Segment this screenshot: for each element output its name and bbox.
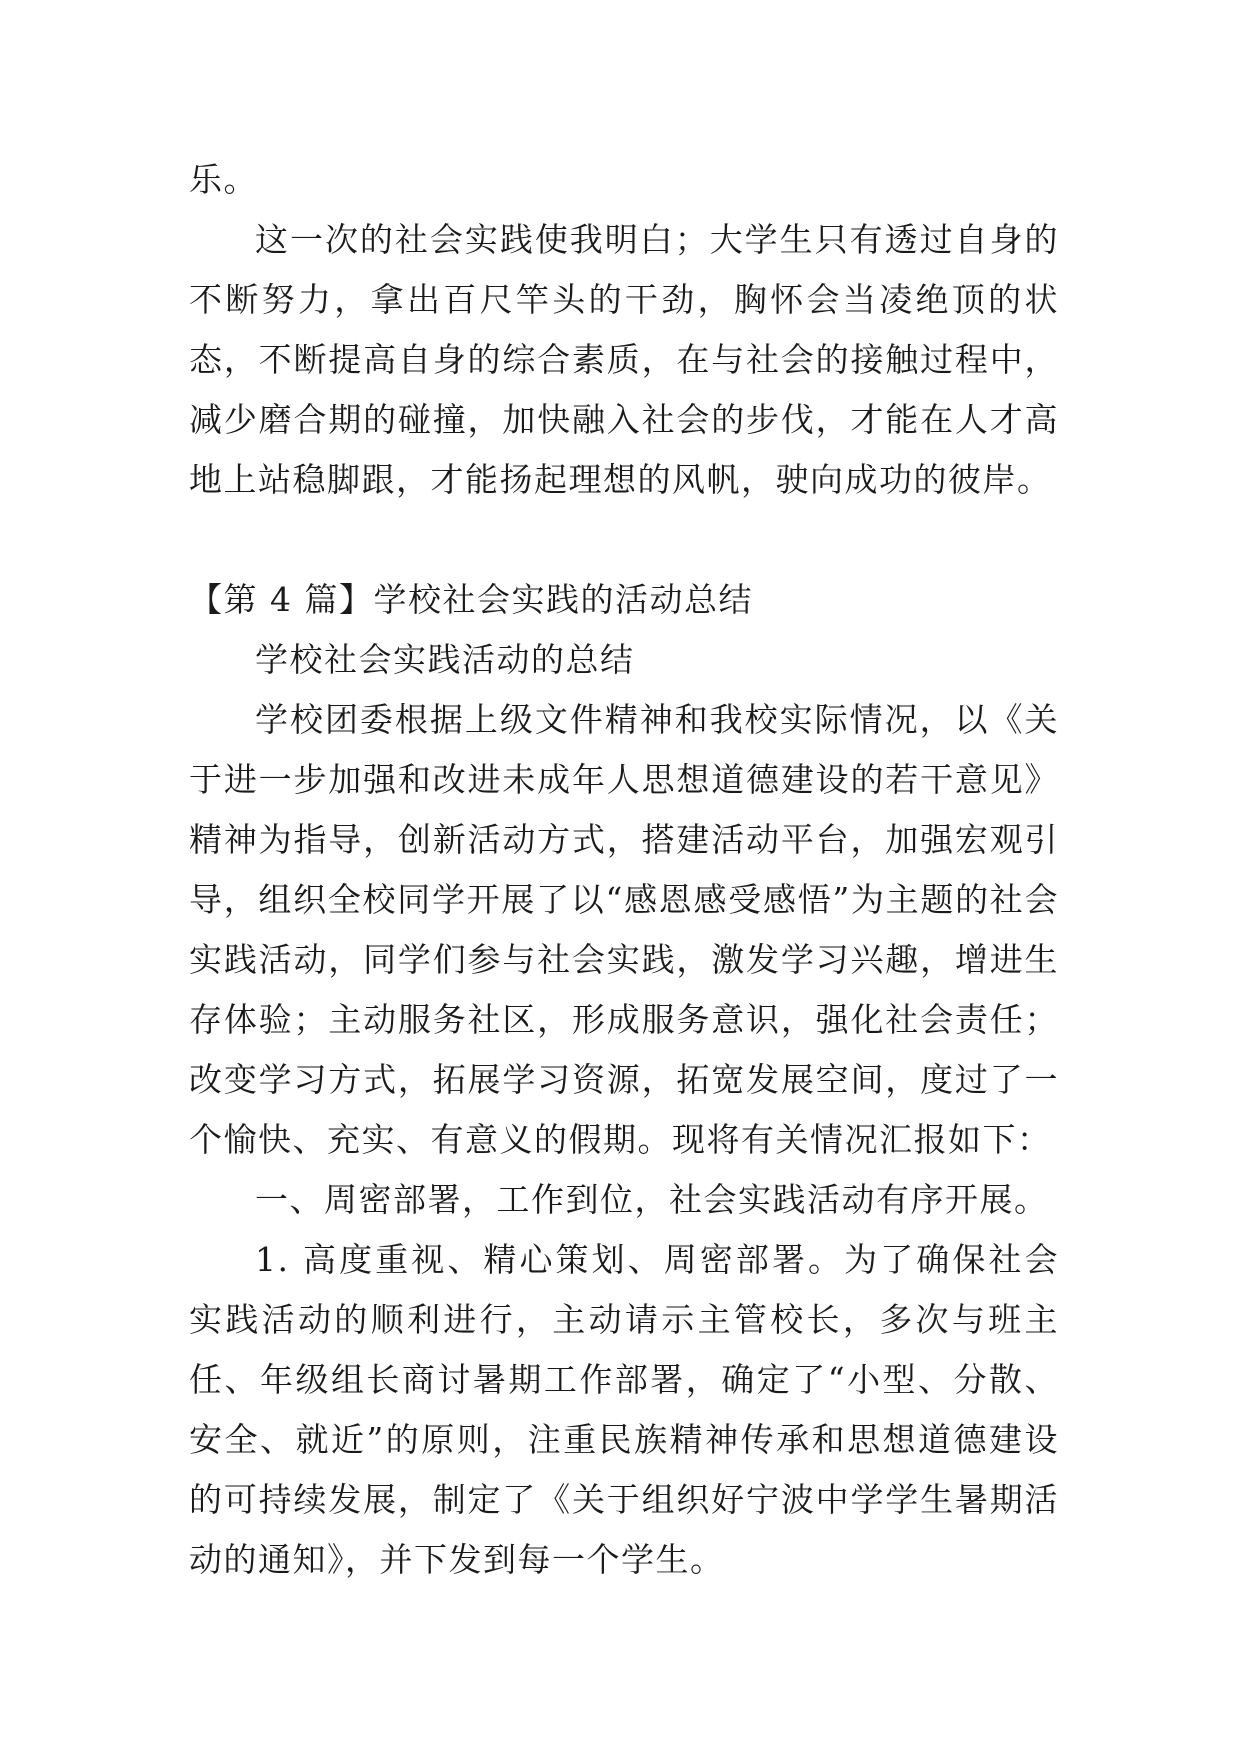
closing-paragraph: 这一次的社会实践使我明白；大学生只有透过自身的不断努力，拿出百尺竿头的干劲，胸怀会当凌绝顶的状态，不断提高自身的综合素质，在与社会的接触过程中，减少磨合期的碰撞，加快融入社会的步伐，才能在人才高地上站稳脚跟，才能扬起理想的风帆，驶向成功的彼岸。 bbox=[189, 220, 1059, 499]
section-heading: 【第 4 篇】学校社会实践的活动总结 bbox=[189, 580, 753, 619]
intro-paragraph: 学校团委根据上级文件精神和我校实际情况，以《关于进一步加强和改进未成年人思想道德建设的若干意见》精神为指导，创新活动方式，搭建活动平台，加强宏观引导，组织全校同学开展了以“感恩感受感悟”为主题的社会实践活动，同学们参与社会实践，激发学习兴趣，增进生存体验；主动服务社区，形成服务意识，强化社会责任；改变学习方式，拓展学习资源，拓宽发展空间，度过了一个愉快、充实、有意义的假期。现将有关情况汇报如下： bbox=[189, 700, 1059, 1159]
article-title: 学校社会实践活动的总结 bbox=[255, 640, 635, 679]
document-page bbox=[189, 150, 1059, 1590]
point-1-paragraph: 1. 高度重视、精心策划、周密部署。为了确保社会实践活动的顺利进行，主动请示主管校长，多次与班主任、年级组长商讨暑期工作部署，确定了“小型、分散、安全、就近”的原则，注重民族精神传承和思想道德建设的可持续发展，制定了《关于组织好宁波中学学生暑期活动的通知》，并下发到每一个学生。 bbox=[189, 1240, 1059, 1579]
continuation-text: 乐。 bbox=[189, 160, 258, 199]
subheading-1: 一、周密部署，工作到位，社会实践活动有序开展。 bbox=[255, 1180, 1049, 1219]
